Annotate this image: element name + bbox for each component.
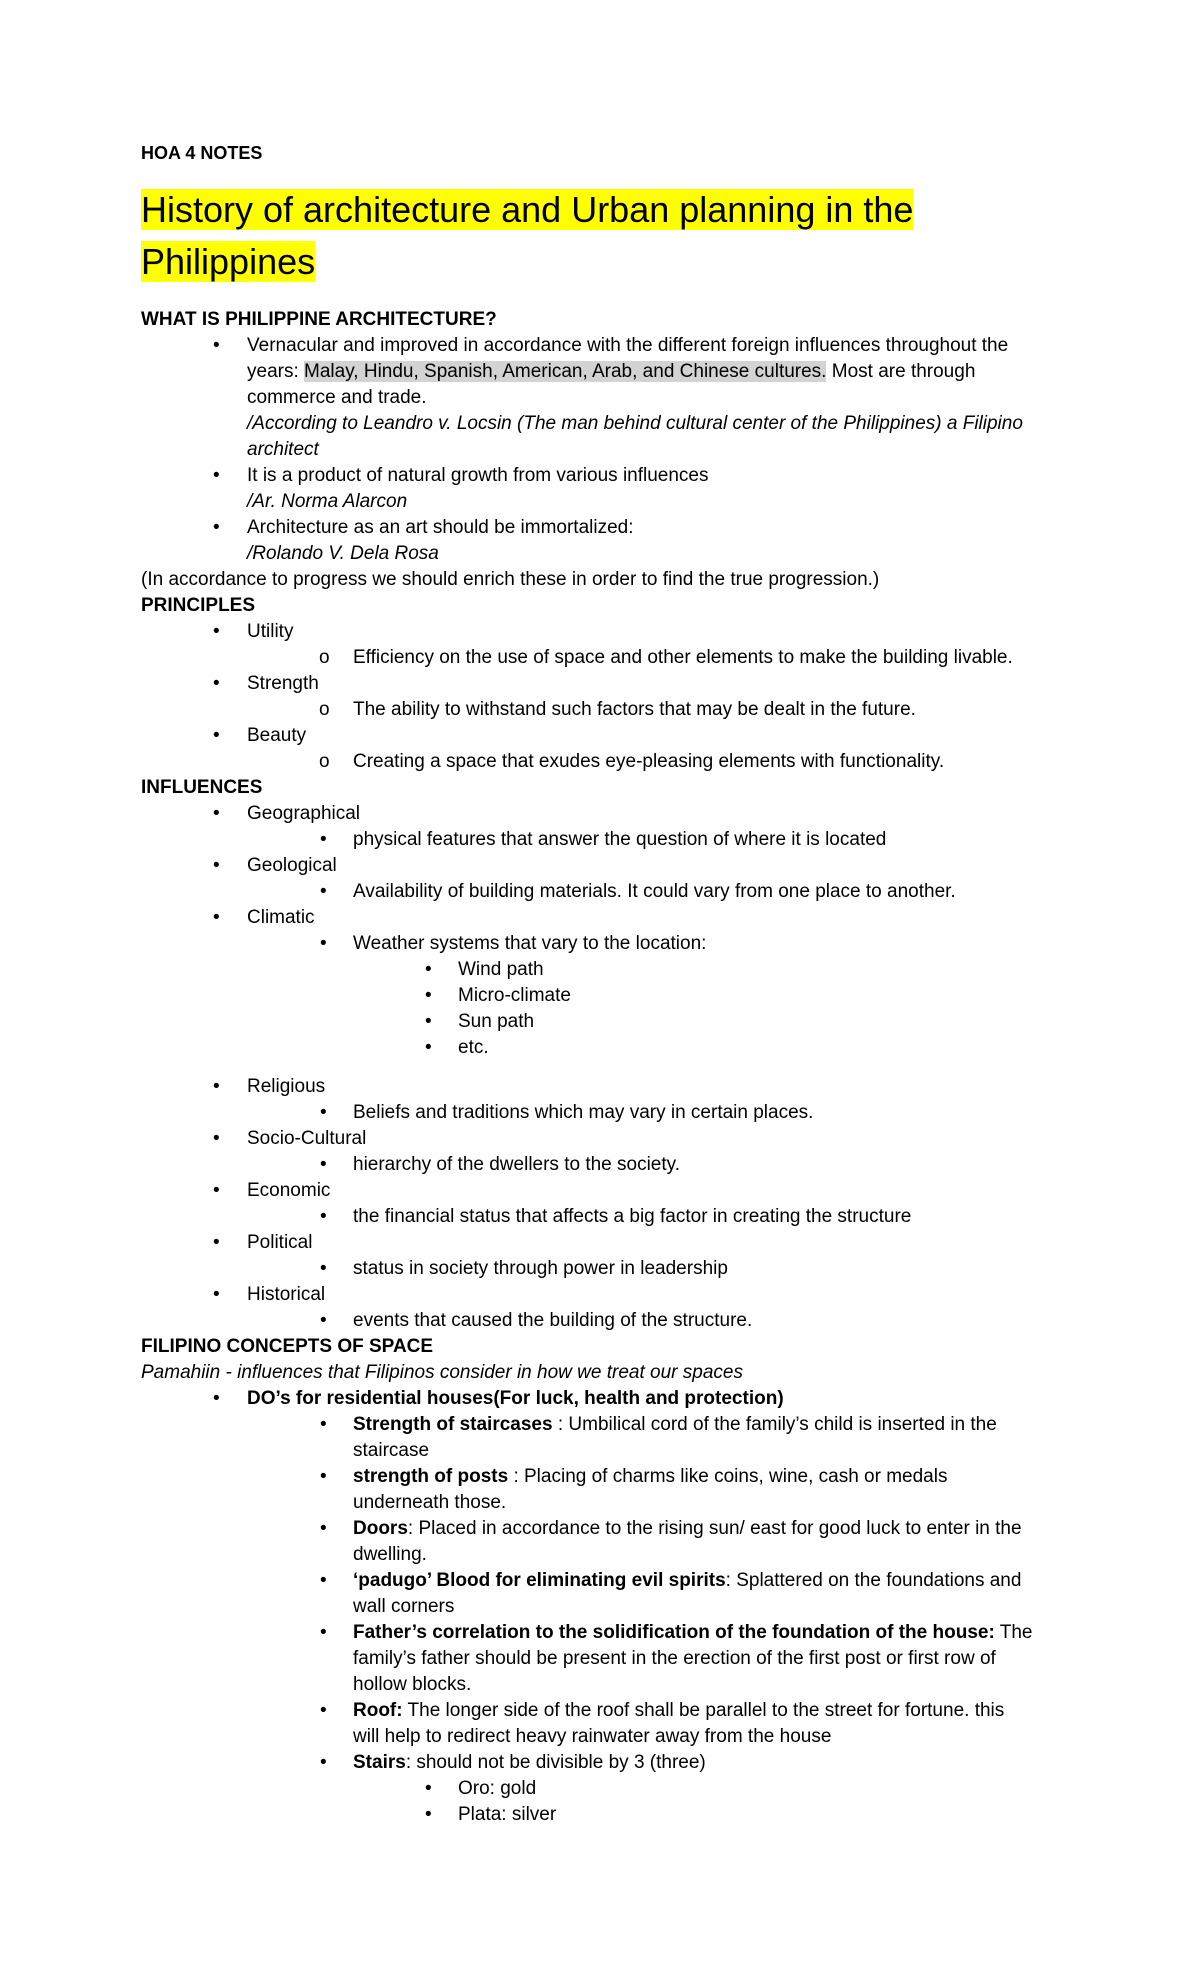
principle-desc: Efficiency on the use of space and other elements to make the building livable. xyxy=(353,647,1013,668)
do-father-title: Father’s correlation to the solidification of the foundation of the house: xyxy=(353,1622,995,1643)
bullet-icon: • xyxy=(425,1804,432,1825)
bullet-icon: • xyxy=(320,1310,327,1331)
do-staircases-title: Strength of staircases xyxy=(353,1414,553,1435)
bullet-icon: • xyxy=(320,1752,327,1773)
bullet-icon: • xyxy=(213,673,220,694)
bullet-icon: • xyxy=(213,1388,220,1409)
bullet-icon: • xyxy=(213,725,220,746)
do-padugo xyxy=(353,1568,1021,1594)
bullet-icon: • xyxy=(425,1037,432,1058)
section-heading-influences: INFLUENCES xyxy=(141,777,263,798)
bullet-icon: • xyxy=(213,465,220,486)
principle-desc: Creating a space that exudes eye-pleasing elements with functionality. xyxy=(353,751,945,772)
influence-label: Historical xyxy=(247,1284,326,1305)
do-posts-text: : Placing of charms like coins, wine, cash or medals xyxy=(508,1466,948,1487)
what-is-b1-line2 xyxy=(247,359,975,385)
do-roof xyxy=(353,1698,1004,1724)
bullet-icon: • xyxy=(213,1232,220,1253)
page-title xyxy=(141,184,913,236)
do-staircases xyxy=(353,1412,997,1438)
influence-label: Socio-Cultural xyxy=(247,1128,367,1149)
what-is-b2-attribution: /Ar. Norma Alarcon xyxy=(247,491,408,512)
bullet-icon: • xyxy=(320,933,327,954)
doc-label: HOA 4 NOTES xyxy=(141,143,263,163)
do-roof-title: Roof: xyxy=(353,1700,403,1721)
bullet-icon: • xyxy=(320,1466,327,1487)
stairs-sub-item: Plata: silver xyxy=(458,1804,557,1825)
influence-desc: physical features that answer the question of where it is located xyxy=(353,829,887,850)
what-is-b1-attribution: /According to Leandro v. Locsin (The man behind cultural center of the Philippines) a Filipino xyxy=(247,413,1023,434)
circle-bullet-icon: o xyxy=(319,647,330,668)
bullet-icon: • xyxy=(213,1284,220,1305)
bullet-icon: • xyxy=(425,1778,432,1799)
cultures-highlight: Malay, Hindu, Spanish, American, Arab, and Chinese cultures. xyxy=(304,361,827,382)
do-father-cont: family’s father should be present in the erection of the first post or first row of xyxy=(353,1648,996,1669)
stairs-sub-item: Oro: gold xyxy=(458,1778,537,1799)
bullet-icon: • xyxy=(425,1011,432,1032)
principle-label: Beauty xyxy=(247,725,307,746)
do-staircases-text: : Umbilical cord of the family’s child is inserted in the xyxy=(552,1414,997,1435)
space-subtitle: Pamahiin - influences that Filipinos consider in how we treat our spaces xyxy=(141,1362,743,1383)
dos-heading: DO’s for residential houses(For luck, health and protection) xyxy=(247,1388,784,1409)
climatic-sub-item: etc. xyxy=(458,1037,489,1058)
do-padugo-text: : Splattered on the foundations and xyxy=(725,1570,1022,1591)
climatic-sub-item: Wind path xyxy=(458,959,544,980)
what-is-b1-line1: Vernacular and improved in accordance with the different foreign influences throughout the xyxy=(247,335,1009,356)
bullet-icon: • xyxy=(320,1700,327,1721)
influence-label: Political xyxy=(247,1232,313,1253)
do-posts-cont: underneath those. xyxy=(353,1492,507,1513)
climatic-sub-item: Sun path xyxy=(458,1011,535,1032)
bullet-icon: • xyxy=(213,1128,220,1149)
influence-desc: status in society through power in leadership xyxy=(353,1258,728,1279)
bullet-icon: • xyxy=(425,959,432,980)
bullet-icon: • xyxy=(320,829,327,850)
bullet-icon: • xyxy=(213,907,220,928)
what-is-b1-attribution-cont: architect xyxy=(247,439,319,460)
bullet-icon: • xyxy=(320,1570,327,1591)
influence-label: Religious xyxy=(247,1076,326,1097)
do-stairs-title: Stairs xyxy=(353,1752,406,1773)
principle-label: Strength xyxy=(247,673,319,694)
influence-desc: hierarchy of the dwellers to the society. xyxy=(353,1154,681,1175)
what-is-b1-line3: commerce and trade. xyxy=(247,387,427,408)
title-line-2: Philippines xyxy=(141,241,316,282)
influence-label: Climatic xyxy=(247,907,315,928)
circle-bullet-icon: o xyxy=(319,751,330,772)
influence-desc: events that caused the building of the structure. xyxy=(353,1310,753,1331)
do-doors-text: : Placed in accordance to the rising sun/ east for good luck to enter in the xyxy=(407,1518,1022,1539)
principle-desc: The ability to withstand such factors that may be dealt in the future. xyxy=(353,699,916,720)
bullet-icon: • xyxy=(320,881,327,902)
do-padugo-title: ‘padugo’ Blood for eliminating evil spirits xyxy=(353,1570,726,1591)
bullet-icon: • xyxy=(213,621,220,642)
do-roof-text: The longer side of the roof shall be parallel to the street for fortune. this xyxy=(402,1700,1005,1721)
bullet-icon: • xyxy=(213,855,220,876)
bullet-icon: • xyxy=(320,1622,327,1643)
page-title-cont xyxy=(141,236,315,288)
do-stairs xyxy=(353,1750,706,1776)
influence-label: Geological xyxy=(247,855,337,876)
do-doors-title: Doors xyxy=(353,1518,408,1539)
bullet-icon: • xyxy=(320,1206,327,1227)
do-father xyxy=(353,1620,1032,1646)
bullet-icon: • xyxy=(213,1180,220,1201)
what-is-note: (In accordance to progress we should enrich these in order to find the true progression.) xyxy=(141,569,880,590)
bullet-icon: • xyxy=(320,1154,327,1175)
title-line-1: History of architecture and Urban planning in the xyxy=(141,189,914,230)
bullet-icon: • xyxy=(213,803,220,824)
do-staircases-cont: staircase xyxy=(353,1440,430,1461)
do-posts xyxy=(353,1464,947,1490)
what-is-b1-post: Most are through xyxy=(826,361,976,382)
influence-desc: the financial status that affects a big factor in creating the structure xyxy=(353,1206,912,1227)
what-is-b2: It is a product of natural growth from various influences xyxy=(247,465,709,486)
do-stairs-text: : should not be divisible by 3 (three) xyxy=(405,1752,706,1773)
climatic-sub-item: Micro-climate xyxy=(458,985,571,1006)
influence-label: Geographical xyxy=(247,803,361,824)
bullet-icon: • xyxy=(320,1518,327,1539)
bullet-icon: • xyxy=(213,517,220,538)
what-is-b3-attribution: /Rolando V. Dela Rosa xyxy=(247,543,439,564)
influence-desc: Availability of building materials. It could vary from one place to another. xyxy=(353,881,956,902)
bullet-icon: • xyxy=(213,335,220,356)
what-is-b1-pre: years: xyxy=(247,361,305,382)
section-heading-what-is: WHAT IS PHILIPPINE ARCHITECTURE? xyxy=(141,309,497,330)
do-posts-title: strength of posts xyxy=(353,1466,509,1487)
bullet-icon: • xyxy=(320,1414,327,1435)
section-heading-principles: PRINCIPLES xyxy=(141,595,256,616)
principle-label: Utility xyxy=(247,621,294,642)
do-doors xyxy=(353,1516,1022,1542)
do-padugo-cont: wall corners xyxy=(353,1596,455,1617)
bullet-icon: • xyxy=(425,985,432,1006)
do-father-cont2: hollow blocks. xyxy=(353,1674,472,1695)
section-heading-space: FILIPINO CONCEPTS OF SPACE xyxy=(141,1336,434,1357)
bullet-icon: • xyxy=(213,1076,220,1097)
bullet-icon: • xyxy=(320,1258,327,1279)
influence-desc: Weather systems that vary to the location: xyxy=(353,933,707,954)
what-is-b3: Architecture as an art should be immortalized: xyxy=(247,517,634,538)
do-doors-cont: dwelling. xyxy=(353,1544,427,1565)
circle-bullet-icon: o xyxy=(319,699,330,720)
bullet-icon: • xyxy=(320,1102,327,1123)
do-roof-cont: will help to redirect heavy rainwater away from the house xyxy=(353,1726,832,1747)
influence-desc: Beliefs and traditions which may vary in certain places. xyxy=(353,1102,814,1123)
influence-label: Economic xyxy=(247,1180,331,1201)
do-father-text: The xyxy=(994,1622,1033,1643)
